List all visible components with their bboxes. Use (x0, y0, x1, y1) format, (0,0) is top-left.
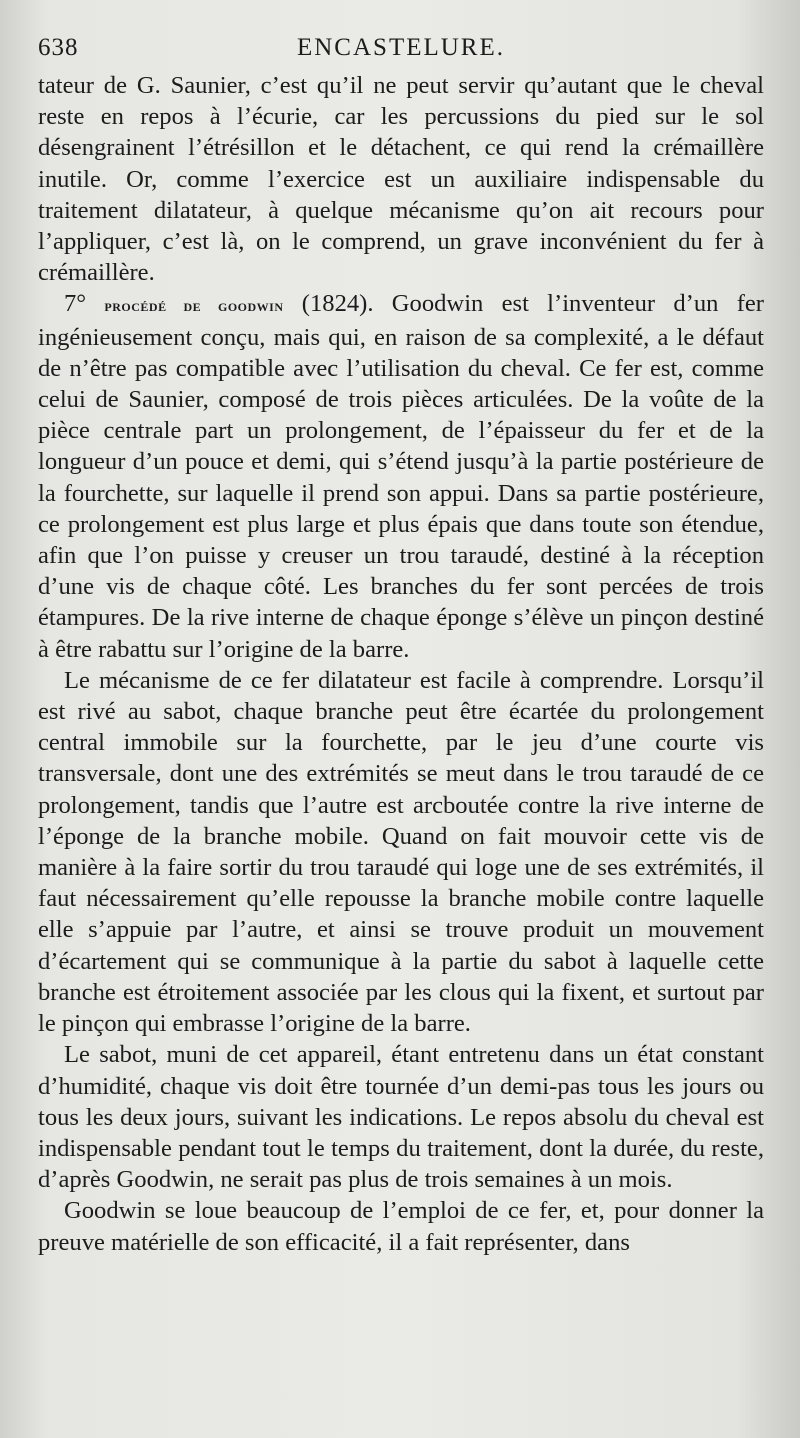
paragraph-treatment: Le sabot, muni de cet appareil, étant entretenu dans un état constant d’humidité, chaque vis doit être tournée d’un demi-pas tous les jours ou tous les deux jours, suivant les indications. Le repos absolu du cheval est indispensable pendant tout le temps du traitement, dont la durée, du reste, d’après Goodwin, ne serait pas plus de trois semaines à un mois. (38, 1041, 764, 1194)
paragraph-goodwin-praise: Goodwin se loue beaucoup de l’emploi de ce fer, et, pour donner la preuve matérielle de son efficacité, il a fait représenter, dans (38, 1197, 764, 1256)
running-title: ENCASTELURE. (296, 34, 506, 61)
section-heading: procédé de goodwin (104, 296, 284, 316)
paragraph-text: (1824). Goodwin est l’inventeur d’un fer ingénieusement conçu, mais qui, en raison de sa complexité, a le défaut de n’être pas compatible avec l’utilisation du cheval. Ce fer est, comme celui de Saunier, composé de trois pièces articulées. De la voûte de la pièce centrale part un prolongement, de l’épaisseur du fer et de la longueur d’un pouce et demi, qui s’étend jusqu’à la partie postérieure de la fourchette, sur laquelle il prend son appui. Dans sa partie postérieure, ce prolongement est plus large et plus épais que dans toute son étendue, afin que l’on puisse y creuser un trou taraudé, destiné à la réception d’une vis de chaque côté. Les branches du fer sont percées de trois étampures. De la rive interne de chaque éponge s’élève un pinçon destiné à être rabattu sur l’origine de la barre. (38, 290, 764, 663)
paragraph-goodwin-procedure (38, 288, 764, 664)
page-number: 638 (38, 34, 79, 61)
section-number: 7° (64, 290, 87, 318)
body-text (38, 70, 764, 1258)
paragraph-mechanism: Le mécanisme de ce fer dilatateur est facile à comprendre. Lorsqu’il est rivé au sabot, chaque branche peut être écartée du prolongement central immobile sur la fourchette, par le jeu d’une courte vis transversale, dont une des extrémités se meut dans le trou taraudé de ce prolongement, tandis que l’autre est arcboutée contre la rive interne de l’éponge de la branche mobile. Quand on fait mouvoir cette vis de manière à la faire sortir du trou taraudé qui loge une de ses extrémités, il faut nécessairement qu’elle repousse la branche mobile contre laquelle elle s’appuie par l’autre, et ainsi se trouve produit un mouvement d’écartement qui se communique à la partie du sabot à laquelle cette branche est étroitement associée par les clous qui la fixent, et surtout par le pinçon qui embrasse l’origine de la barre. (38, 666, 764, 1038)
page-header (38, 28, 764, 70)
paragraph-continuation: tateur de G. Saunier, c’est qu’il ne peut servir qu’autant que le cheval reste en repos à l’écurie, car les percussions du pied sur le sol désengrainent l’étrésillon et le détachent, ce qui rend la crémaillère inutile. Or, comme l’exercice est un auxiliaire indispensable du traitement dilatateur, à quelque mécanisme qu’on ait recours pour l’appliquer, c’est là, on le comprend, un grave inconvénient du fer à crémaillère. (38, 72, 764, 287)
